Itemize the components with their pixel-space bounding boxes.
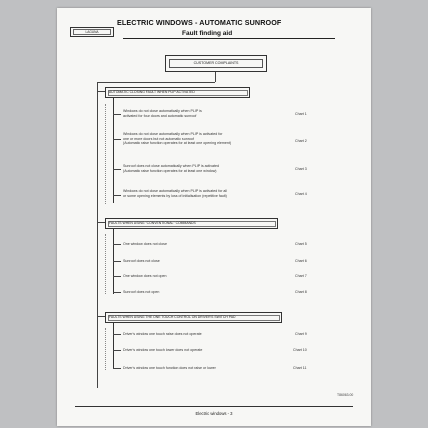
figure-code: T86063.00 — [337, 393, 354, 397]
list-item: One window does not close — [123, 242, 167, 246]
chart-reference: Chart 9 — [295, 332, 307, 336]
list-item: Driver's window one touch lower does not operate — [123, 348, 203, 352]
dotted-guide — [105, 104, 106, 204]
list-item: Sunroof does not open — [123, 290, 160, 294]
list-item: Windows do not close automatically when PLIP is activated for four doors and automatic sunroof — [123, 109, 202, 118]
chart-reference: Chart 1 — [295, 112, 307, 116]
section-heading: FAULTS WHEN USING THE ONE TOUCH CONTROL ON DRIVER'S SWITCH PAD — [105, 312, 282, 323]
list-item: Driver's window one touch raise does not operate — [123, 332, 202, 336]
chart-reference: Chart 3 — [295, 167, 307, 171]
model-label-box — [70, 27, 114, 37]
chart-reference: Chart 4 — [295, 192, 307, 196]
main-trunk-line — [97, 82, 98, 388]
section-trunk — [113, 323, 114, 369]
list-item: Sunroof does not close automatically when PLIP is activated (Automatic raise function operates for at least one window) — [123, 164, 220, 173]
list-item: Driver's window one touch function does not raise or lower — [123, 366, 216, 370]
list-item: Windows do not close automatically when PLIP is activated for one or more doors but not automatic sunroof (Automatic raise function operates for at least one opening element) — [123, 132, 232, 146]
chart-reference: Chart 2 — [295, 139, 307, 143]
footer-rule — [75, 406, 353, 407]
document-page — [57, 8, 371, 426]
chart-reference: Chart 7 — [295, 274, 307, 278]
title-rule — [123, 38, 335, 39]
page-subtitle: Fault finding aid — [182, 30, 233, 37]
chart-reference: Chart 8 — [295, 290, 307, 294]
connector-line — [215, 72, 216, 82]
dotted-guide — [105, 234, 106, 294]
section-heading: AUTOMATIC CLOSING FAULT WHEN PLIP ACTIVATED — [105, 87, 250, 98]
page-footer: Electric windows - 3 — [195, 411, 233, 416]
chart-reference: Chart 6 — [295, 259, 307, 263]
chart-reference: Chart 5 — [295, 242, 307, 246]
chart-reference: Chart 10 — [293, 348, 307, 352]
model-label: LAGUNA — [85, 30, 99, 34]
connector-line — [97, 222, 105, 223]
connector-line — [97, 82, 215, 83]
customer-complaints-label: CUSTOMER COMPLAINTS — [169, 59, 263, 68]
list-item: Windows do not close automatically when PLIP is activated for all or some opening elements by loss of initialisation (repetitive fault) — [123, 189, 228, 198]
dotted-guide — [105, 328, 106, 370]
connector-line — [97, 91, 105, 92]
list-item: One window does not open — [123, 274, 167, 278]
section-heading: FAULTS WHEN USING "CONVENTIONAL" COMMANDS — [105, 218, 278, 229]
list-item: Sunroof does not close — [123, 259, 160, 263]
chart-reference: Chart 11 — [293, 366, 307, 370]
page-title: ELECTRIC WINDOWS - AUTOMATIC SUNROOF — [117, 18, 282, 27]
customer-complaints-box — [165, 55, 267, 72]
connector-line — [97, 316, 105, 317]
